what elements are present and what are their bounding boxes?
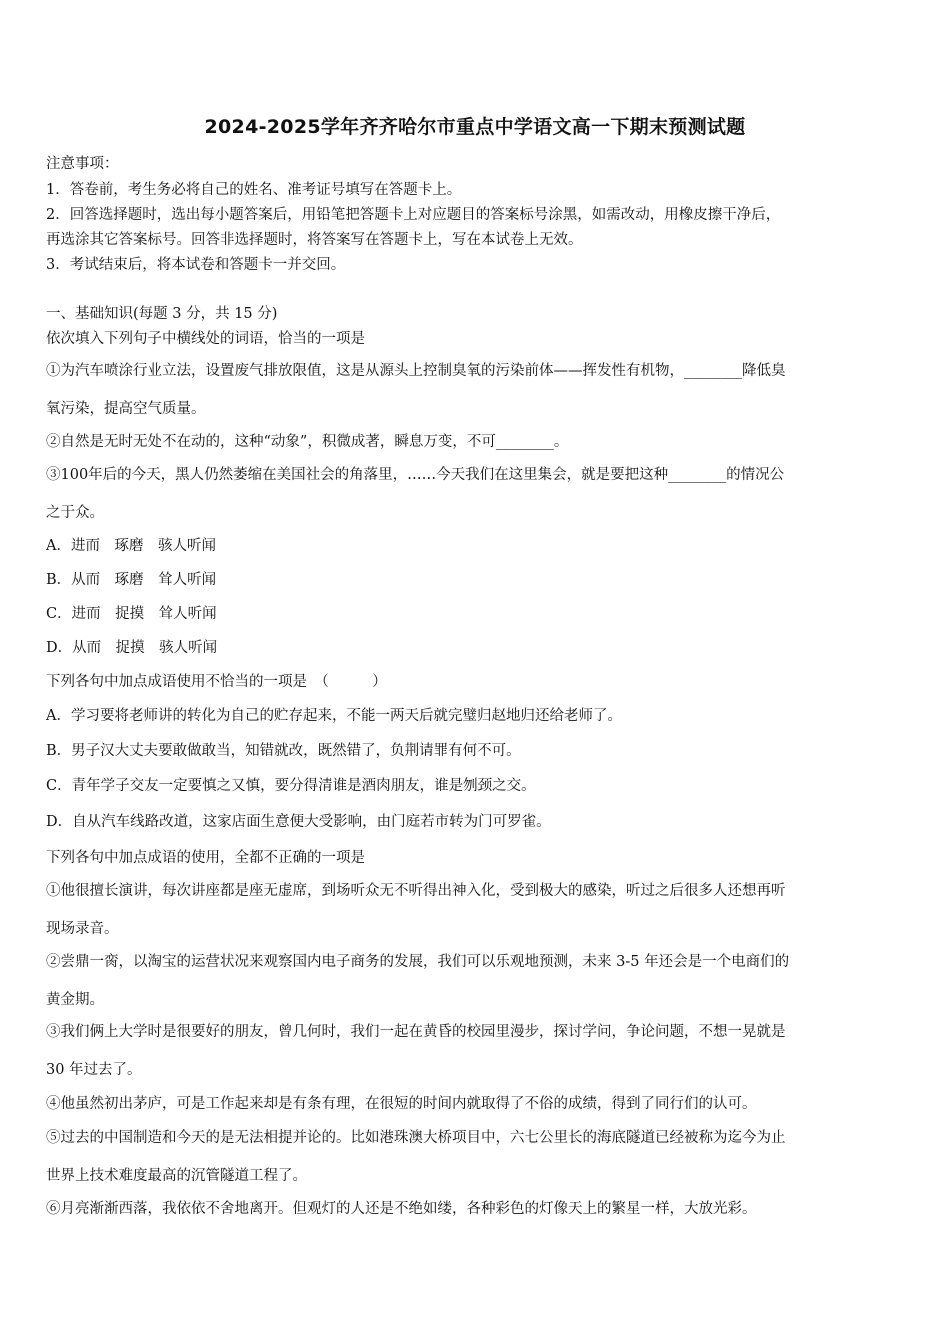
- question-text-line: 之于众。: [46, 505, 104, 521]
- answer-option-c: C．青年学子交友一定要慎之又慎，要分得清谁是酒肉朋友，谁是刎颈之交。: [46, 778, 536, 794]
- notice-item: 3．考试结束后，将本试卷和答题卡一并交回。: [46, 257, 346, 273]
- question-stem: 依次填入下列句子中横线处的词语，恰当的一项是: [46, 331, 365, 347]
- answer-option-a: A．进而 琢磨 骇人听闻: [46, 538, 216, 554]
- notice-item: 2．回答选择题时，选出每小题答案后，用铅笔把答题卡上对应题目的答案标号涂黑，如需改动，用橡皮擦干净后，: [46, 207, 781, 223]
- notice-item: 1．答卷前，考生务必将自己的姓名、准考证号填写在答题卡上。: [46, 182, 462, 198]
- answer-option-b: B．从而 琢磨 耸人听闻: [46, 572, 217, 588]
- question-text-line: 现场录音。: [46, 921, 119, 937]
- question-text-line: 黄金期。: [46, 992, 104, 1008]
- notice-heading: 注意事项：: [46, 156, 119, 172]
- question-text-line: ①为汽车喷涂行业立法，设置废气排放限值，这是从源头上控制臭氧的污染前体——挥发性有机物，________降低臭: [46, 363, 786, 379]
- question-text-line: ①他很擅长演讲，每次讲座都是座无虚席，到场听众无不听得出神入化，受到极大的感染，听过之后很多人还想再听: [46, 883, 786, 899]
- question-text-line: ⑥月亮渐渐西落，我依依不舍地离开。但观灯的人还是不绝如缕，各种彩色的灯像天上的繁星一样，大放光彩。: [46, 1201, 757, 1217]
- section-heading: 一、基础知识(每题 3 分，共 15 分): [46, 306, 278, 322]
- answer-option-d: D．自从汽车线路改道，这家店面生意便大受影响，由门庭若市转为门可罗雀。: [46, 814, 551, 830]
- question-text-line: 世界上技术难度最高的沉管隧道工程了。: [46, 1168, 307, 1184]
- question-text-line: ⑤过去的中国制造和今天的是无法相提并论的。比如港珠澳大桥项目中，六七公里长的海底隧道已经被称为迄今为止: [46, 1130, 786, 1146]
- notice-item: 再选涂其它答案标号。回答非选择题时，将答案写在答题卡上，写在本试卷上无效。: [46, 232, 583, 248]
- question-stem: 下列各句中加点成语的使用，全都不正确的一项是: [46, 850, 365, 866]
- answer-option-d: D．从而 捉摸 骇人听闻: [46, 640, 218, 656]
- question-text-line: ③100年后的今天，黑人仍然萎缩在美国社会的角落里，……今天我们在这里集会，就是要把这种________的情况公: [46, 467, 785, 483]
- answer-option-b: B．男子汉大丈夫要敢做敢当，知错就改，既然错了，负荆请罪有何不可。: [46, 743, 521, 759]
- question-text-line: ④他虽然初出茅庐，可是工作起来却是有条有理，在很短的时间内就取得了不俗的成绩，得到了同行们的认可。: [46, 1096, 757, 1112]
- question-text-line: 30 年过去了。: [46, 1062, 142, 1078]
- answer-option-a: A．学习要将老师讲的转化为自己的贮存起来，不能一两天后就完璧归赵地归还给老师了。: [46, 708, 622, 724]
- page-title: 2024-2025学年齐齐哈尔市重点中学语文高一下期末预测试题: [204, 116, 746, 138]
- question-text-line: ③我们俩上大学时是很要好的朋友，曾几何时，我们一起在黄昏的校园里漫步，探讨学问，争论问题，不想一晃就是: [46, 1024, 786, 1040]
- question-text-line: 氧污染，提高空气质量。: [46, 401, 206, 417]
- answer-option-c: C．进而 捉摸 耸人听闻: [46, 606, 217, 622]
- question-text-line: ②尝鼎一脔，以淘宝的运营状况来观察国内电子商务的发展，我们可以乐观地预测，未来 3-5 年还会是一个电商们的: [46, 954, 790, 970]
- question-stem: 下列各句中加点成语使用不恰当的一项是 （ ）: [46, 674, 387, 690]
- question-text-line: ②自然是无时无处不在动的，这种“动象”，积微成著，瞬息万变，不可________。: [46, 434, 569, 450]
